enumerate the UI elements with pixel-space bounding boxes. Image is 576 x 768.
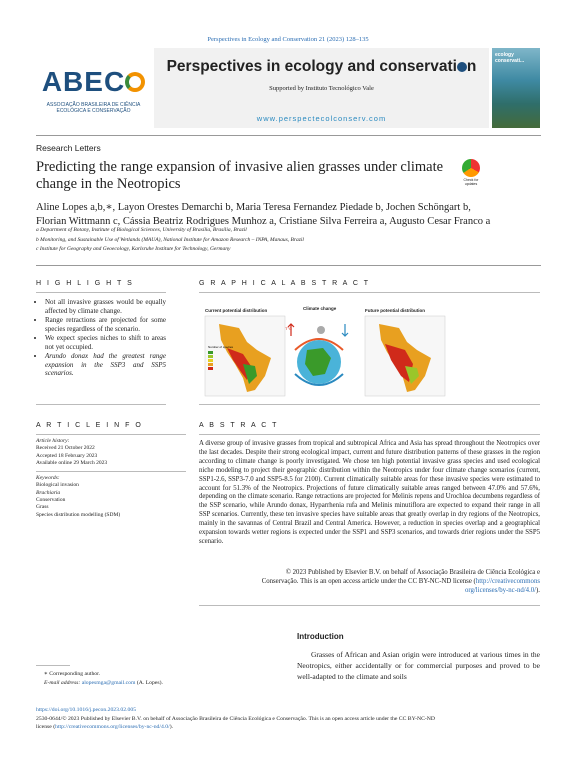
keyword: Conservation — [36, 497, 66, 504]
license-link[interactable]: http://creativecommons.org/licenses/by-nc-nd/4.0/ — [55, 724, 170, 730]
introduction-text: Grasses of African and Asian origin were introduced at various times in the Neotropics, either accidentally or for commercial purposes and proved to be well-adapted to the climate and soils — [297, 650, 540, 681]
highlight-item: • We expect species niches to shift to areas not yet occupied. — [45, 334, 166, 351]
logo-text: ABEC — [36, 66, 151, 98]
highlights-rule — [36, 292, 166, 293]
doi-link[interactable]: https://doi.org/10.1016/j.pecon.2023.02.005 — [36, 707, 137, 713]
affiliation-c: c Institute for Geography and Geoecology, Karlsruhe Institute for Technology, Germany — [36, 246, 231, 252]
abstract-bottom-rule — [199, 605, 540, 606]
keyword: Brachiaria — [36, 489, 61, 496]
graphical-abstract-heading: G R A P H I C A L A B S T R A C T — [199, 280, 371, 287]
affiliation-b: b Monitoring, and Sustainable Use of Wetlands (MAUA), National Institute for Amazon Research – INPA, Manaus, Brazil — [36, 236, 304, 243]
email-link[interactable]: alopesmga@gmail.com — [81, 680, 136, 686]
article-info-rule — [36, 434, 186, 435]
license-link[interactable]: http://creativecommons — [475, 577, 540, 585]
introduction-heading: Introduction — [297, 632, 344, 641]
logo-circle-icon — [125, 72, 145, 92]
history-online: Available online 29 March 2023 — [36, 459, 108, 466]
affiliations — [36, 226, 541, 255]
supported-by: Supported by Instituto Tecnológico Vale — [269, 85, 374, 92]
highlights-bottom-rule — [36, 404, 166, 405]
globe-icon — [457, 62, 467, 72]
paper-title: Predicting the range expansion of invasive alien grasses under climate change in the Neotropics — [36, 159, 444, 192]
keywords-label: Keywords: — [36, 471, 186, 482]
keyword: Biological invasion — [36, 482, 79, 489]
cloud-icon — [317, 326, 325, 334]
history-accepted: Accepted 18 February 2023 — [36, 452, 98, 459]
corresponding-author-footnote: ∗ Corresponding author. E-mail address: alopesmga@gmail.com (A. Lopes). — [44, 671, 163, 686]
affiliation-a: a Department of Botany, Institute of Biological Sciences, University of Brasília, Brasília, Brazil — [36, 227, 247, 233]
legend-title: Number of species — [208, 345, 234, 349]
logo-subtitle: ASSOCIAÇÃO BRASILEIRA DE CIÊNCIA ECOLÓGICA E CONSERVAÇÃO — [46, 102, 141, 114]
highlight-item: • Range retractions are projected for some species regardless of the scenario. — [45, 316, 166, 333]
author-list — [36, 201, 541, 229]
journal-reference[interactable]: Perspectives in Ecology and Conservation 21 (2023) 128–135 — [207, 36, 369, 43]
license-link[interactable]: org/licenses/by-nc-nd/4.0/ — [464, 586, 537, 594]
journal-url[interactable]: www.perspectecolconserv.com — [256, 114, 387, 123]
issn-line: 2530-0644/© 2023 Published by Elsevier B.V. on behalf of Associação Brasileira de Ciência Ecológica e Conservação. This is an open access article under the CC BY-NC-ND — [36, 715, 435, 722]
journal-title-box — [154, 48, 489, 128]
graphical-abstract-rule — [199, 292, 540, 293]
abstract-heading: A B S T R A C T — [199, 422, 279, 429]
abstract-copyright: © 2023 Published by Elsevier B.V. on behalf of Associação Brasileira de Ciência Ecológica e Conservação. This is an open access article under the CC BY-NC-ND license (http://creativecommons org/licenses/by-nc-nd/4.0/). — [261, 569, 540, 594]
journal-cover-image[interactable] — [492, 48, 540, 128]
history-label: Article history: — [36, 438, 70, 444]
doi-block: https://doi.org/10.1016/j.pecon.2023.02.005 2530-0644/© 2023 Published by Elsevier B.V. on behalf of Associação Brasileira de Ciência Ecológica e Conservação. This is an open access article under the CC BY-NC-ND license (http://creativecommons.org/licenses/by-nc-nd/4.0/). — [36, 706, 541, 732]
legend-swatch — [208, 351, 213, 354]
journal-header — [36, 48, 540, 128]
temperature-label: T°C — [285, 326, 292, 331]
authors-line-2: Florian Wittmann c, Cássia Beatriz Rodrigues Munhoz a, Cristiane Silva Ferreira a, Augusto Cesar Franco a — [36, 216, 491, 227]
abstract-text: A diverse group of invasive grasses from tropical and subtropical Africa and Asia has spread throughout the Neotropics over the last decades. Despite their strong ecological impact, current and future distribution patterns of these grasses in the region according to climate change is poorly investigated. We chose ten high potential invasive grass species and used ecological niche modeling to project their geographic distribution within the Neotropics under four climate change scenarios (current, SSP1-2.6, SSP3-7.0 and SSP5-8.5 for 2100). Current climatically suitable areas for these invasive species were estimated to account for 51.3% of the Neotropics. Projections of future climatically suitable areas ranged between 47.0% and 57.6%, depending on the climate scenario. Range retractions are projected for Melinis repens and Urochloa decumbens regardless of the SSP scenario, while Arundo donax, Hyparrhenia rufa and Melinis minutiflora are expected to expand their range in all SSP scenarios. Currently, these ten invasive species have suitable areas that greatly overlap in dry regions of the Neotropics, mainly in the savannas of Central Brazil and Central America. However, a reduction in species overlap and a geographical expansion towards wetter regions is expected under the SSP1 and SSP3 scenarios, and towards drier regions under the SSP5 scenario. — [199, 440, 540, 545]
ga-current-label: Current potential distribution — [205, 308, 268, 313]
graphical-abstract-figure[interactable] — [199, 296, 539, 404]
article-info-heading: A R T I C L E I N F O — [36, 422, 143, 429]
keyword: Species distribution modelling (SDM) — [36, 511, 121, 518]
precipitation-down-arrow-icon — [342, 324, 348, 336]
graphical-abstract-maps — [199, 314, 539, 404]
legend-swatch — [208, 363, 213, 366]
legend-swatch — [208, 355, 213, 358]
footnote-rule — [36, 665, 70, 666]
graphical-abstract-bottom-rule — [199, 404, 540, 405]
affiliations-divider — [36, 265, 541, 266]
authors-line-1: Aline Lopes a,b,∗, Layon Orestes Demarchi b, Maria Teresa Fernandez Piedade b, Jochen Schöngart b, — [36, 202, 471, 213]
cover-title: ecology conservati... — [495, 52, 525, 64]
ga-future-label: Future potential distribution — [365, 308, 425, 313]
legend-swatch — [208, 359, 213, 362]
ga-climate-label: Climate change — [303, 306, 337, 311]
history-received: Received 21 October 2022 — [36, 445, 95, 452]
abec-logo — [36, 48, 151, 128]
highlight-item: • Arundo donax had the greatest range expansion in the SSP3 and SSP5 scenarios. — [45, 352, 166, 378]
abstract-rule — [199, 434, 540, 435]
check-updates-icon — [462, 159, 480, 177]
keyword: Grass — [36, 504, 49, 511]
check-updates-label: Check for updates — [463, 178, 479, 186]
article-info — [36, 438, 186, 519]
section-label: Research Letters — [36, 143, 101, 153]
highlights-list — [36, 298, 166, 379]
legend-swatch — [208, 367, 213, 370]
header-divider — [36, 135, 541, 136]
highlight-item: • Not all invasive grasses would be equally affected by climate change. — [45, 298, 166, 315]
journal-title: Perspectives in ecology and conservati n — [166, 58, 477, 75]
highlights-heading: H I G H L I G H T S — [36, 280, 134, 287]
check-for-updates-badge[interactable] — [458, 159, 484, 189]
